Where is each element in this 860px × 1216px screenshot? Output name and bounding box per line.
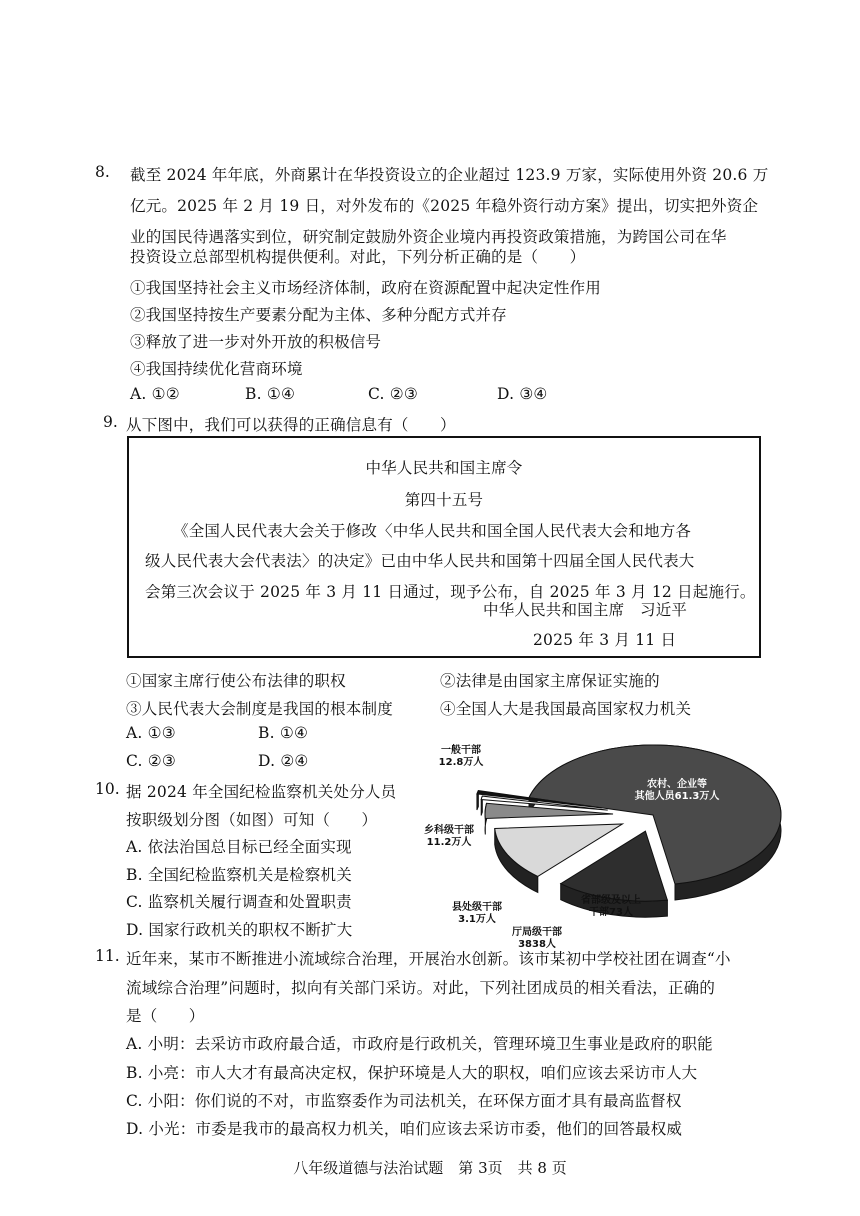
pie-chart xyxy=(415,735,785,950)
statement-item: ④全国人大是我国最高国家权力机关 xyxy=(440,700,692,718)
pie-label: 农村、企业等其他人员61.3万人 xyxy=(634,779,720,802)
answer-option[interactable]: A. ①② xyxy=(130,385,180,403)
statement-item: ③释放了进一步对外开放的积极信号 xyxy=(130,333,382,351)
answer-option[interactable]: C. ②③ xyxy=(368,385,418,403)
answer-option[interactable]: B. 小亮：市人大才有最高决定权，保护环境是人大的职权，咱们应该去采访市人大 xyxy=(126,1064,698,1082)
stem-line: 从下图中，我们可以获得的正确信息有（ ） xyxy=(126,416,456,434)
answer-option[interactable]: B. ①④ xyxy=(245,385,296,403)
pie-label: 一般干部 12.8万人 xyxy=(438,745,484,768)
answer-option[interactable]: D. ②④ xyxy=(258,752,309,770)
answer-option[interactable]: D. 小光：市委是我市的最高权力机关，咱们应该去采访市委，他们的回答最权威 xyxy=(126,1120,683,1138)
statement-item: ②我国坚持按生产要素分配为主体、多种分配方式并存 xyxy=(130,306,507,324)
presidential-order-box xyxy=(127,436,761,658)
answer-option[interactable]: A. 小明：去采访市政府最合适，市政府是行政机关，管理环境卫生事业是政府的职能 xyxy=(126,1035,713,1053)
page-footer: 八年级道德与法治试题 第 3页 共 8 页 xyxy=(293,1159,567,1177)
answer-option[interactable]: D. ③④ xyxy=(497,385,548,403)
statement-item: ①我国坚持社会主义市场经济体制，政府在资源配置中起决定性作用 xyxy=(130,279,602,297)
answer-option[interactable]: B. ①④ xyxy=(258,724,309,742)
order-signer: 中华人民共和国主席 习近平 xyxy=(483,601,688,619)
pie-label: 县处级干部 3.1万人 xyxy=(452,902,502,925)
question-number: 10. xyxy=(95,780,120,798)
statement-item: ③人民代表大会制度是我国的根本制度 xyxy=(126,700,393,718)
question-number: 9. xyxy=(103,413,118,431)
answer-option[interactable]: C. ②③ xyxy=(126,752,176,770)
stem-line: 近年来，某市不断推进小流域综合治理，开展治水创新。该市某初中学校社团在调查“小 xyxy=(126,950,731,968)
statement-item: ②法律是由国家主席保证实施的 xyxy=(440,672,660,690)
statement-item: ④我国持续优化营商环境 xyxy=(130,360,303,378)
answer-option[interactable]: A. ①③ xyxy=(126,724,176,742)
answer-option[interactable]: C. 小阳：你们说的不对，市监察委作为司法机关，在环保方面才具有最高监督权 xyxy=(126,1092,682,1110)
stem-line: 投资设立总部型机构提供便利。对此，下列分析正确的是（ ） xyxy=(130,248,586,266)
order-date: 2025 年 3 月 11 日 xyxy=(533,631,677,649)
question-number: 8. xyxy=(95,163,110,181)
pie-label: 乡科级干部 11.2万人 xyxy=(424,825,474,848)
stem-line: 据 2024 年全国纪检监察机关处分人员 xyxy=(126,783,397,801)
order-body-line: 《全国人民代表大会关于修改〈中华人民共和国全国人民代表大会和地方各 xyxy=(173,522,692,540)
stem-line: 按职级划分图（如图）可知（ ） xyxy=(126,811,378,829)
stem-line: 截至 2024 年年底，外商累计在华投资设立的企业超过 123.9 万家，实际使用外资 20.6 万 xyxy=(130,166,769,184)
answer-option[interactable]: A. 依法治国总目标已经全面实现 xyxy=(126,838,352,856)
stem-line: 业的国民待遇落实到位，研究制定鼓励外资企业境内再投资政策措施，为跨国公司在华 xyxy=(130,228,727,246)
statement-item: ①国家主席行使公布法律的职权 xyxy=(126,672,346,690)
stem-line: 是（ ） xyxy=(126,1007,205,1025)
answer-option[interactable]: C. 监察机关履行调查和处置职责 xyxy=(126,893,352,911)
answer-option[interactable]: D. 国家行政机关的职权不断扩大 xyxy=(126,921,353,939)
stem-line: 亿元。2025 年 2 月 19 日，对外发布的《2025 年稳外资行动方案》提出，切实把外资企 xyxy=(130,197,759,215)
pie-label: 厅局级干部 3838人 xyxy=(512,927,562,950)
pie-label: 省部级及以上干部73人 xyxy=(581,895,641,918)
question-number: 11. xyxy=(95,947,120,965)
order-body-line: 会第三次会议于 2025 年 3 月 11 日通过，现予公布，自 2025 年 3 月 12 日起施行。 xyxy=(145,583,756,601)
order-body-line: 级人民代表大会代表法〉的决定》已由中华人民共和国第十四届全国人民代表大 xyxy=(145,552,695,570)
stem-line: 流域综合治理”问题时，拟向有关部门采访。对此，下列社团成员的相关看法，正确的 xyxy=(126,979,716,997)
order-number: 第四十五号 xyxy=(404,491,484,509)
answer-option[interactable]: B. 全国纪检监察机关是检察机关 xyxy=(126,866,352,884)
order-title: 中华人民共和国主席令 xyxy=(365,459,523,477)
